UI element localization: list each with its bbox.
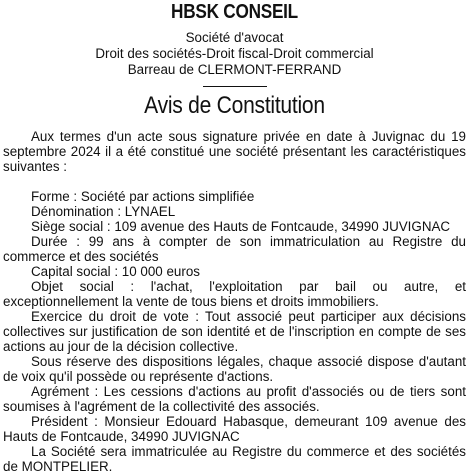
notice-siege: Siège social : 109 avenue des Hauts de Fontcaude, 34990 JUVIGNAC	[31, 219, 451, 234]
notice-vote: Exercice du droit de vote : Tout associé peut participer aux décisions collectives sur justification de son identité et de l'inscription en compte de ses actions au jour de la décision collective.	[3, 309, 466, 354]
notice-duree: Durée : 99 ans à compter de son immatriculation au Registre du commerce et des sociétés	[3, 234, 466, 264]
firm-name: HBSK CONSEIL	[171, 1, 298, 23]
notice-reserve: Sous réserve des dispositions légales, chaque associé dispose d'autant de voix qu'il possède ou représente d'actions.	[3, 354, 466, 384]
notice-denomination: Dénomination : LYNAEL	[31, 204, 176, 219]
notice-capital: Capital social : 10 000 euros	[31, 264, 200, 279]
firm-type: Société d'avocat	[185, 30, 284, 45]
notice-title: Avis de Constitution	[144, 92, 325, 119]
notice-immatriculation: La Société sera immatriculée au Registre du commerce et des sociétés de MONTPELIER.	[3, 444, 466, 474]
header-divider	[203, 86, 267, 87]
notice-agrement: Agrément : Les cessions d'actions au profit d'associés ou de tiers sont soumises à l'agrément de la collectivité des associés.	[3, 384, 466, 414]
notice-president: Président : Monsieur Edouard Habasque, demeurant 109 avenue des Hauts de Fontcaude, 34990 JUVIGNAC	[3, 414, 466, 444]
notice-forme: Forme : Société par actions simplifiée	[31, 189, 255, 204]
firm-bar: Barreau de CLERMONT-FERRAND	[127, 62, 342, 77]
firm-specialties: Droit des sociétés-Droit fiscal-Droit commercial	[95, 46, 374, 61]
notice-intro: Aux termes d'un acte sous signature privée en date à Juvignac du 19 septembre 2024 il a été constitué une société présentant les caractéristiques suivantes :	[3, 129, 466, 174]
notice-objet: Objet social : l'achat, l'exploitation par bail ou autre, et exceptionnellement la vente de tous biens et droits immobiliers.	[3, 279, 466, 309]
paragraph-gap	[3, 174, 466, 189]
